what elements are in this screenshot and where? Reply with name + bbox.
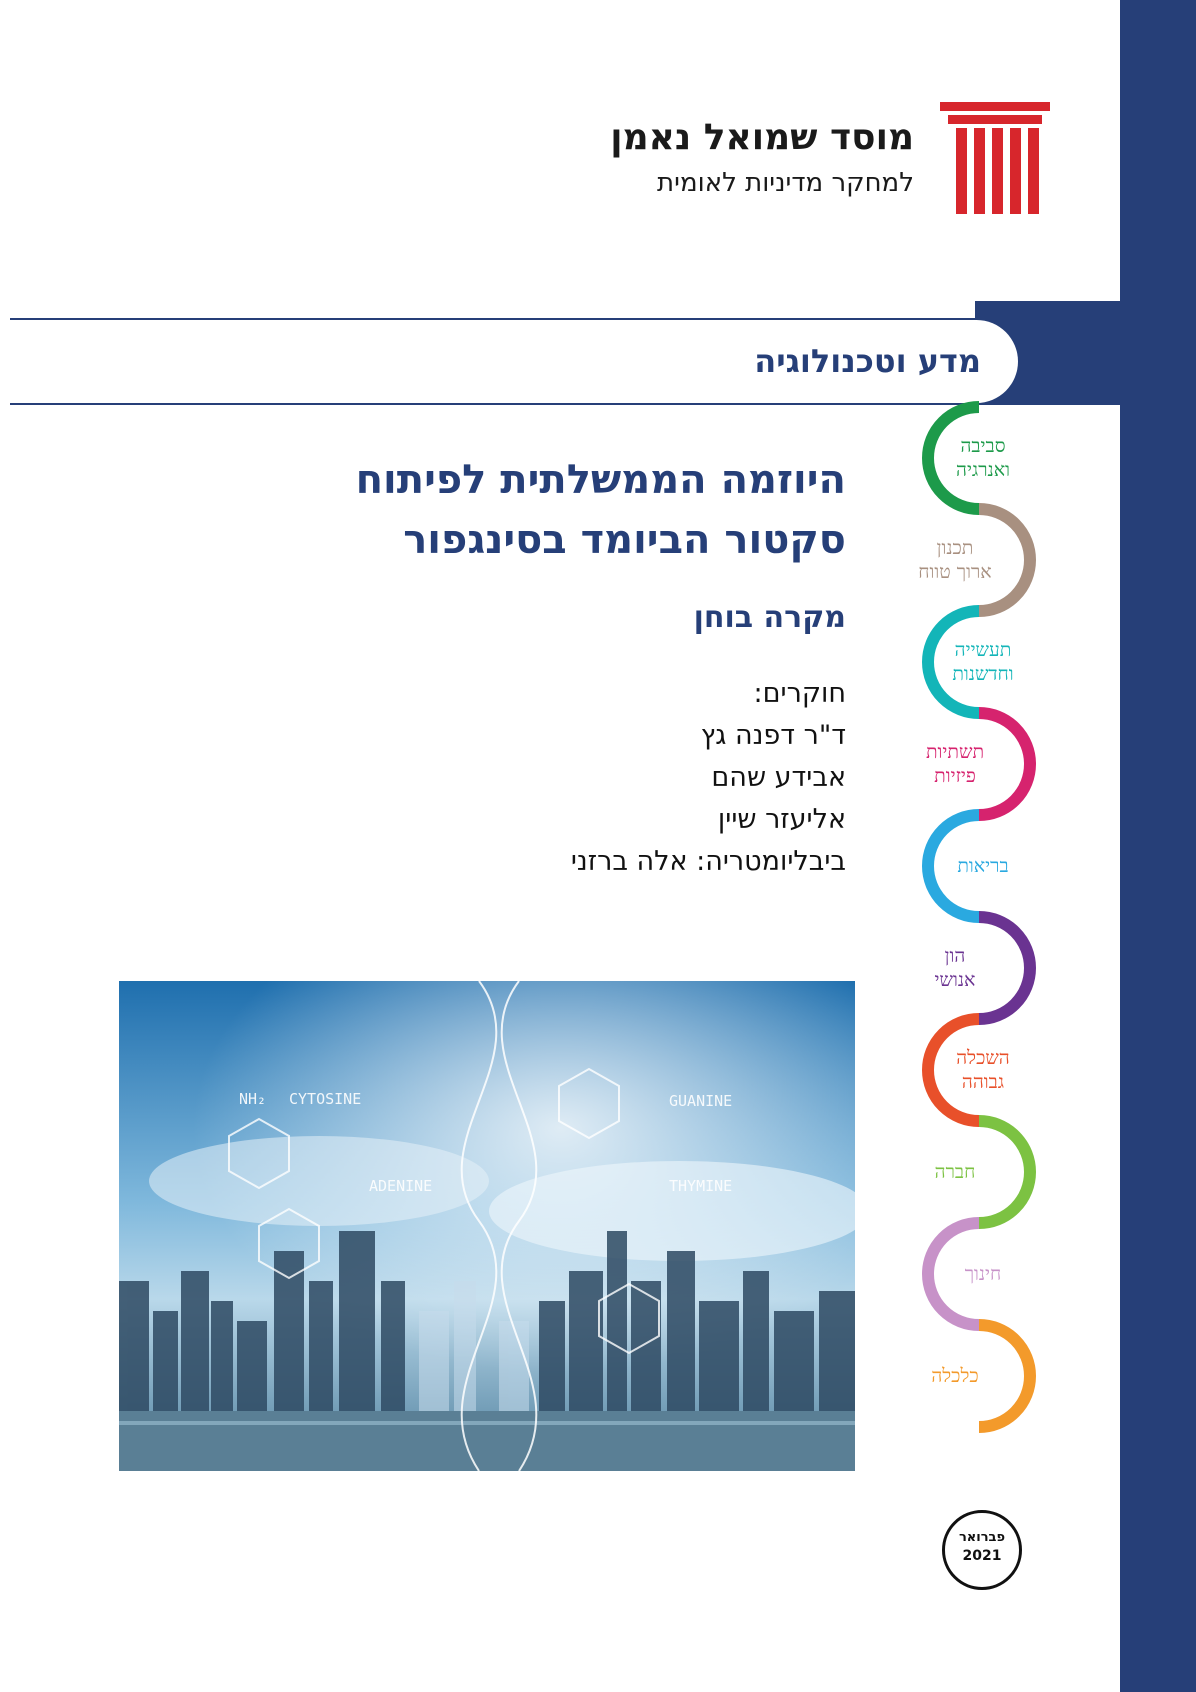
date-month: פברואר: [958, 1530, 1006, 1545]
institution-subtitle: למחקר מדיניות לאומית: [657, 168, 914, 198]
authors-block: [246, 673, 846, 883]
category-snake: [895, 380, 1065, 1440]
date-badge: [942, 1510, 1022, 1590]
category-label-line: תכנון: [936, 537, 974, 559]
category-label-line: חברה: [934, 1161, 976, 1183]
category-label-line: סביבה: [960, 435, 1006, 457]
category-label: [923, 434, 1043, 482]
category-label-line: ואנרגיה: [956, 459, 1010, 481]
image-label: ADENINE: [369, 1177, 433, 1195]
category-label-line: חינוך: [964, 1263, 1002, 1285]
author-name: ד"ר דפנה גץ: [700, 720, 846, 751]
cover-image-city-dna: [119, 981, 855, 1471]
category-label: [895, 536, 1015, 584]
category-label-line: תעשייה: [954, 639, 1012, 661]
date-year: 2021: [962, 1548, 1002, 1564]
category-label: [895, 1160, 1015, 1184]
report-subtitle: מקרה בוחן: [693, 600, 846, 635]
category-label-line: פיזיות: [934, 765, 976, 787]
category-label: [895, 740, 1015, 788]
authors-heading: חוקרים:: [753, 678, 846, 709]
category-label-line: אנושי: [934, 969, 976, 991]
image-label: GUANINE: [669, 1092, 733, 1110]
image-label: CYTOSINE: [289, 1090, 362, 1108]
category-label: [923, 638, 1043, 686]
image-label: THYMINE: [669, 1177, 733, 1195]
author-name: אליעזר שיין: [717, 804, 846, 835]
title-line: היוזמה הממשלתית לפיתוח: [355, 457, 846, 503]
column-logo-icon: [922, 98, 1050, 218]
topic-label: מדע וטכנולוגיה: [754, 342, 981, 380]
author-name: אבידע שהם: [711, 762, 846, 793]
city-dna-illustration: [119, 981, 855, 1471]
category-label-line: וחדשנות: [952, 663, 1014, 685]
bibliometrics-credit: ביבליומטריה: אלה ברזני: [570, 846, 846, 877]
category-label: [923, 1046, 1043, 1094]
institution-logo: [600, 98, 1050, 218]
category-label-line: השכלה: [956, 1047, 1010, 1069]
cover-spine-band: [1120, 0, 1196, 1692]
category-label-line: ארוך טווח: [918, 561, 992, 583]
category-label: [895, 944, 1015, 992]
image-label: NH₂: [239, 1090, 267, 1108]
title-line: סקטור הביומד בסינגפור: [403, 517, 846, 563]
topic-rule-bottom: [10, 403, 990, 405]
category-label-line: תשתיות: [925, 741, 985, 763]
category-label-line: הון: [944, 945, 966, 967]
institution-name: מוסד שמואל נאמן: [610, 117, 914, 158]
category-label: [923, 854, 1043, 878]
category-label-line: בריאות: [957, 855, 1009, 877]
category-label: [895, 1364, 1015, 1388]
category-label-line: כלכלה: [931, 1365, 979, 1387]
category-label-line: גבוהה: [961, 1071, 1005, 1093]
report-title: [146, 450, 846, 570]
category-label: [923, 1262, 1043, 1286]
